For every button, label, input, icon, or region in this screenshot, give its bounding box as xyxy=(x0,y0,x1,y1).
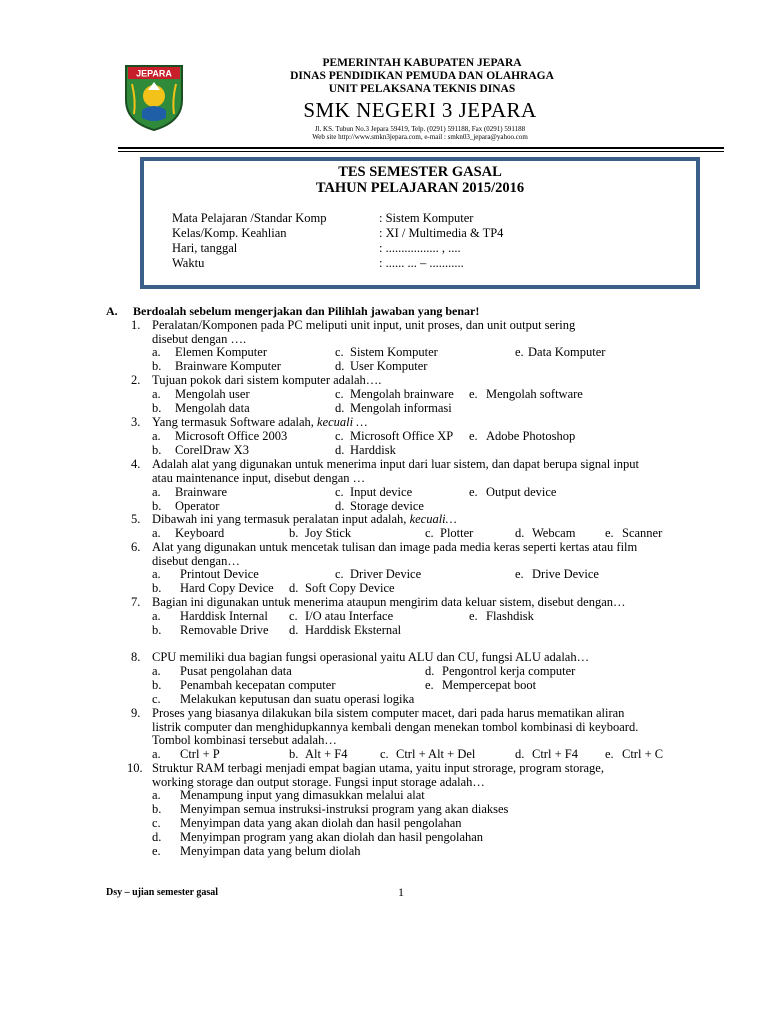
option-text: CorelDraw X3 xyxy=(175,443,249,457)
page-number: 1 xyxy=(398,885,404,899)
option-text: Elemen Komputer xyxy=(175,345,267,359)
option-letter: b. xyxy=(152,623,162,637)
option-text: Mengolah software xyxy=(486,387,583,401)
option-letter: c. xyxy=(335,485,344,499)
question-text: Peralatan/Komponen pada PC meliputi unit input, unit proses, dan unit output sering xyxy=(152,318,576,332)
option-letter: a. xyxy=(152,664,161,678)
exam-year: TAHUN PELAJARAN 2015/2016 xyxy=(315,180,525,196)
exam-title: TES SEMESTER GASAL xyxy=(338,164,502,180)
option-letter: e. xyxy=(152,844,161,858)
option-text: Ctrl + F4 xyxy=(532,747,578,761)
option-text: Keyboard xyxy=(175,526,225,540)
option-letter: e. xyxy=(425,678,434,692)
option-text: Driver Device xyxy=(350,567,422,581)
option-text: Data Komputer xyxy=(528,345,606,359)
option-text: Drive Device xyxy=(532,567,599,581)
question-text: Bagian ini digunakan untuk menerima ataupun mengirim data keluar sistem, disebut dengan… xyxy=(152,595,626,609)
question-text xyxy=(152,513,457,527)
option-letter: a. xyxy=(152,747,161,761)
option-text: Alt + F4 xyxy=(305,747,348,761)
option-text: Webcam xyxy=(532,526,576,540)
option-letter: b. xyxy=(152,401,162,415)
option-letter: a. xyxy=(152,387,161,401)
option-letter: b. xyxy=(152,678,162,692)
option-letter: e. xyxy=(515,345,524,359)
option-text: Output device xyxy=(486,485,557,499)
question-number: 2. xyxy=(131,373,141,387)
header-gov: PEMERINTAH KABUPATEN JEPARA xyxy=(322,57,522,69)
option-text: Flashdisk xyxy=(486,609,534,623)
option-text: Mengolah data xyxy=(175,401,250,415)
option-letter: c. xyxy=(425,526,434,540)
option-letter: d. xyxy=(335,443,345,457)
question-number: 9. xyxy=(131,706,141,720)
option-text: Microsoft Office 2003 xyxy=(175,429,288,443)
school-address: Jl. KS. Tubun No.3 Jepara 59419, Telp. (0291) 591188, Fax (0291) 591188 xyxy=(314,125,526,133)
option-letter: e. xyxy=(469,609,478,623)
info-label: Kelas/Komp. Keahlian xyxy=(172,226,287,240)
option-text: Mengolah brainware xyxy=(350,387,454,401)
option-letter: b. xyxy=(152,499,162,513)
section-letter: A. xyxy=(106,304,118,318)
option-letter: c. xyxy=(152,816,161,830)
option-text: User Komputer xyxy=(350,359,428,373)
option-text: Menampung input yang dimasukkan melalui alat xyxy=(180,788,425,802)
info-label: Waktu xyxy=(172,256,205,270)
question-text: disebut dengan… xyxy=(152,554,240,568)
option-text: Scanner xyxy=(622,526,663,540)
option-letter: e. xyxy=(515,567,524,581)
option-text: I/O atau Interface xyxy=(305,609,394,623)
option-text: Pusat pengolahan data xyxy=(180,664,292,678)
footer-note: Dsy – ujian semester gasal xyxy=(106,887,219,898)
question-text: listrik computer dan menghidupkannya kembali dengan menekan tombol kombinasi di keyboard. xyxy=(152,720,639,734)
school-web: Web site http://www.smkn3jepara.com, e-mail : smkn03_jepara@yahoo.com xyxy=(312,133,528,141)
option-text: Printout Device xyxy=(180,567,259,581)
option-letter: d. xyxy=(152,830,162,844)
question-text-main: Dibawah ini yang termasuk peralatan input adalah, xyxy=(152,512,407,526)
info-label: Hari, tanggal xyxy=(172,241,238,255)
option-text: Adobe Photoshop xyxy=(486,429,576,443)
option-letter: d. xyxy=(335,401,345,415)
option-letter: d. xyxy=(335,499,345,513)
option-text: Menyimpan semua instruksi-instruksi program yang akan diakses xyxy=(180,802,509,816)
option-letter: a. xyxy=(152,788,161,802)
question-number: 5. xyxy=(131,512,141,526)
option-text: Mengolah user xyxy=(175,387,250,401)
question-text: atau maintenance input, disebut dengan … xyxy=(152,471,366,485)
option-letter: e. xyxy=(605,747,614,761)
question-number: 8. xyxy=(131,650,141,664)
header-unit: UNIT PELAKSANA TEKNIS DINAS xyxy=(328,83,516,95)
option-letter: d. xyxy=(335,359,345,373)
option-text: Operator xyxy=(175,499,220,513)
question-number: 10. xyxy=(127,761,143,775)
option-text: Melakukan keputusan dan suatu operasi logika xyxy=(180,692,415,706)
question-text: Proses yang biasanya dilakukan bila sistem computer macet, dari pada harus mematikan aliran xyxy=(152,706,625,720)
option-letter: d. xyxy=(289,623,299,637)
option-text: Joy Stick xyxy=(305,526,352,540)
question-text: Tombol kombinasi tersebut adalah… xyxy=(152,733,337,747)
header-dept: DINAS PENDIDIKAN PEMUDA DAN OLAHRAGA xyxy=(290,70,554,82)
option-text: Mempercepat boot xyxy=(442,678,537,692)
question-text: CPU memiliki dua bagian fungsi operasional yaitu ALU dan CU, fungsi ALU adalah… xyxy=(152,650,590,664)
option-letter: d. xyxy=(515,747,525,761)
option-letter: a. xyxy=(152,567,161,581)
option-text: Menyimpan data yang belum diolah xyxy=(180,844,361,858)
option-letter: b. xyxy=(152,359,162,373)
option-letter: c. xyxy=(289,609,298,623)
option-text: Storage device xyxy=(350,499,424,513)
option-letter: c. xyxy=(335,345,344,359)
question-number: 6. xyxy=(131,540,141,554)
question-text xyxy=(152,416,367,430)
option-letter: e. xyxy=(469,429,478,443)
header-rule-thin xyxy=(118,151,724,152)
question-text: Struktur RAM terbagi menjadi empat bagian utama, yaitu input strorage, program storage, xyxy=(152,761,604,775)
info-label: Mata Pelajaran /Standar Komp xyxy=(172,211,327,225)
info-value: : ...... ... – ........... xyxy=(379,256,464,270)
option-letter: e. xyxy=(469,387,478,401)
option-letter: c. xyxy=(335,567,344,581)
option-text: Pengontrol kerja computer xyxy=(442,664,576,678)
option-text: Harddisk Eksternal xyxy=(305,623,402,637)
option-text: Harddisk Internal xyxy=(180,609,268,623)
option-text: Menyimpan data yang akan diolah dan hasil pengolahan xyxy=(180,816,462,830)
option-text: Soft Copy Device xyxy=(305,581,395,595)
option-text: Removable Drive xyxy=(180,623,269,637)
option-letter: a. xyxy=(152,609,161,623)
option-letter: b. xyxy=(152,802,162,816)
option-letter: b. xyxy=(289,526,299,540)
option-letter: a. xyxy=(152,526,161,540)
question-text-italic: kecuali… xyxy=(409,512,457,526)
question-text-main: Yang termasuk Software adalah, xyxy=(152,415,314,429)
option-letter: c. xyxy=(152,692,161,706)
option-letter: b. xyxy=(289,747,299,761)
question-text: Adalah alat yang digunakan untuk menerima input dari luar sistem, dan dapat berupa signal input xyxy=(152,457,640,471)
option-text: Sistem Komputer xyxy=(350,345,438,359)
option-text: Brainware xyxy=(175,485,228,499)
jepara-regency-logo xyxy=(122,60,186,132)
question-text: working storage dan output storage. Fungsi input storage adalah… xyxy=(152,775,485,789)
question-number: 4. xyxy=(131,457,141,471)
school-name: SMK NEGERI 3 JEPARA xyxy=(303,98,537,122)
option-text: Input device xyxy=(350,485,413,499)
header-rule xyxy=(118,147,724,149)
option-text: Penambah kecepatan computer xyxy=(180,678,336,692)
option-letter: c. xyxy=(380,747,389,761)
option-text: Microsoft Office XP xyxy=(350,429,454,443)
option-text: Mengolah informasi xyxy=(350,401,452,415)
question-text: Alat yang digunakan untuk mencetak tulisan dan image pada media keras seperti kertas atau film xyxy=(152,540,638,554)
info-value: : Sistem Komputer xyxy=(379,211,474,225)
option-text: Ctrl + C xyxy=(622,747,664,761)
option-text: Ctrl + P xyxy=(180,747,220,761)
question-number: 1. xyxy=(131,318,141,332)
section-instruction: Berdoalah sebelum mengerjakan dan Pilihlah jawaban yang benar! xyxy=(133,304,480,318)
option-text: Ctrl + Alt + Del xyxy=(396,747,476,761)
option-letter: a. xyxy=(152,485,161,499)
option-letter: b. xyxy=(152,443,162,457)
question-text: disebut dengan …. xyxy=(152,332,247,346)
option-letter: d. xyxy=(515,526,525,540)
option-letter: d. xyxy=(289,581,299,595)
option-text: Brainware Komputer xyxy=(175,359,281,373)
logo-text: JEPARA xyxy=(136,68,172,79)
question-text-italic: kecuali … xyxy=(317,415,368,429)
option-letter: c. xyxy=(335,429,344,443)
option-text: Harddisk xyxy=(350,443,396,457)
option-text: Hard Copy Device xyxy=(180,581,274,595)
option-letter: c. xyxy=(335,387,344,401)
option-letter: e. xyxy=(469,485,478,499)
option-letter: d. xyxy=(425,664,435,678)
option-letter: b. xyxy=(152,581,162,595)
info-value: : XI / Multimedia & TP4 xyxy=(379,226,504,240)
question-number: 3. xyxy=(131,415,141,429)
option-letter: a. xyxy=(152,429,161,443)
question-number: 7. xyxy=(131,595,141,609)
option-letter: a. xyxy=(152,345,161,359)
option-letter: e. xyxy=(605,526,614,540)
option-text: Menyimpan program yang akan diolah dan hasil pengolahan xyxy=(180,830,484,844)
info-value: : ................. , .... xyxy=(379,241,461,255)
option-text: Plotter xyxy=(440,526,474,540)
question-text: Tujuan pokok dari sistem komputer adalah…. xyxy=(152,373,382,387)
